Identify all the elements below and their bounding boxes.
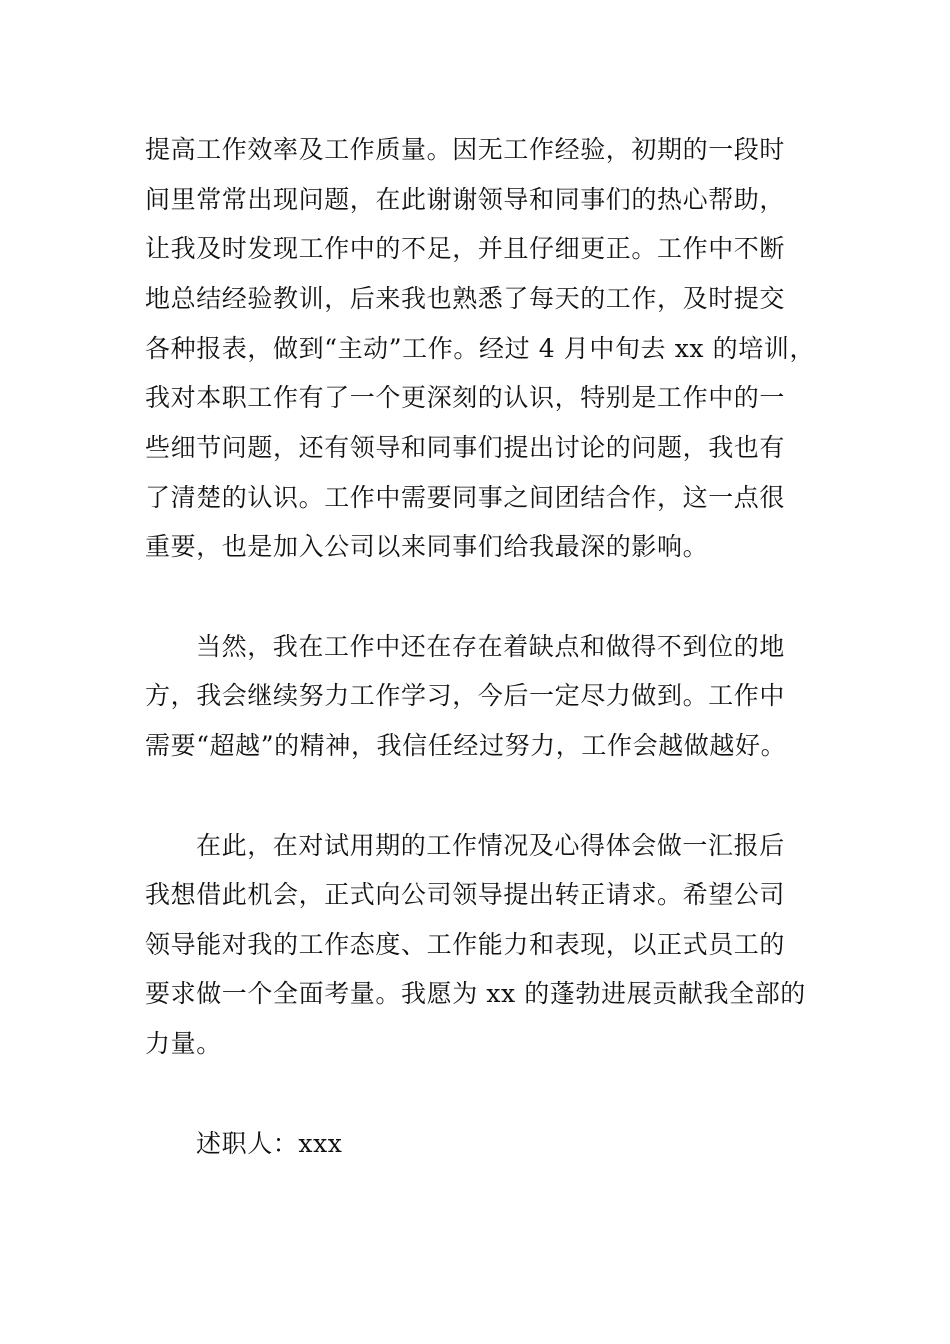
paragraph-3-line-1: 在此，在对试用期的工作情况及心得体会做一汇报后 [196,831,785,860]
paragraph-1-line-5: 各种报表，做到“主动”工作。经过 4 月中旬去 xx 的培训， [145,334,816,363]
paragraph-2-line-3: 需要“超越”的精神，我信任经过努力，工作会越做越好。 [145,731,787,760]
paragraph-2-line-2: 方，我会继续努力工作学习，今后一定尽力做到。工作中 [145,681,786,710]
paragraph-1-line-1: 提高工作效率及工作质量。因无工作经验，初期的一段时 [145,135,786,164]
paragraph-3-line-3: 领导能对我的工作态度、工作能力和表现，以正式员工的 [145,930,786,959]
paragraph-3-line-2: 我想借此机会，正式向公司领导提出转正请求。希望公司 [145,880,786,909]
paragraph-1-line-9: 重要，也是加入公司以来同事们给我最深的影响。 [145,532,709,561]
paragraph-2-line-1: 当然，我在工作中还在存在着缺点和做得不到位的地 [196,632,785,661]
paragraph-1-line-8: 了清楚的认识。工作中需要同事之间团结合作，这一点很 [145,483,786,512]
paragraph-1-line-2: 间里常常出现问题，在此谢谢领导和同事们的热心帮助， [145,185,786,214]
paragraph-3-line-5: 力量。 [145,1029,222,1058]
paragraph-1-line-6: 我对本职工作有了一个更深刻的认识，特别是工作中的一 [145,383,786,412]
signature-line: 述职人：xxx [196,1129,343,1158]
paragraph-3-line-4: 要求做一个全面考量。我愿为 xx 的蓬勃进展贡献我全部的 [145,979,806,1008]
paragraph-1-line-4: 地总结经验教训，后来我也熟悉了每天的工作，及时提交 [145,284,786,313]
paragraph-1-line-3: 让我及时发现工作中的不足，并且仔细更正。工作中不断 [145,234,786,263]
paragraph-1-line-7: 些细节问题，还有领导和同事们提出讨论的问题，我也有 [145,433,786,462]
